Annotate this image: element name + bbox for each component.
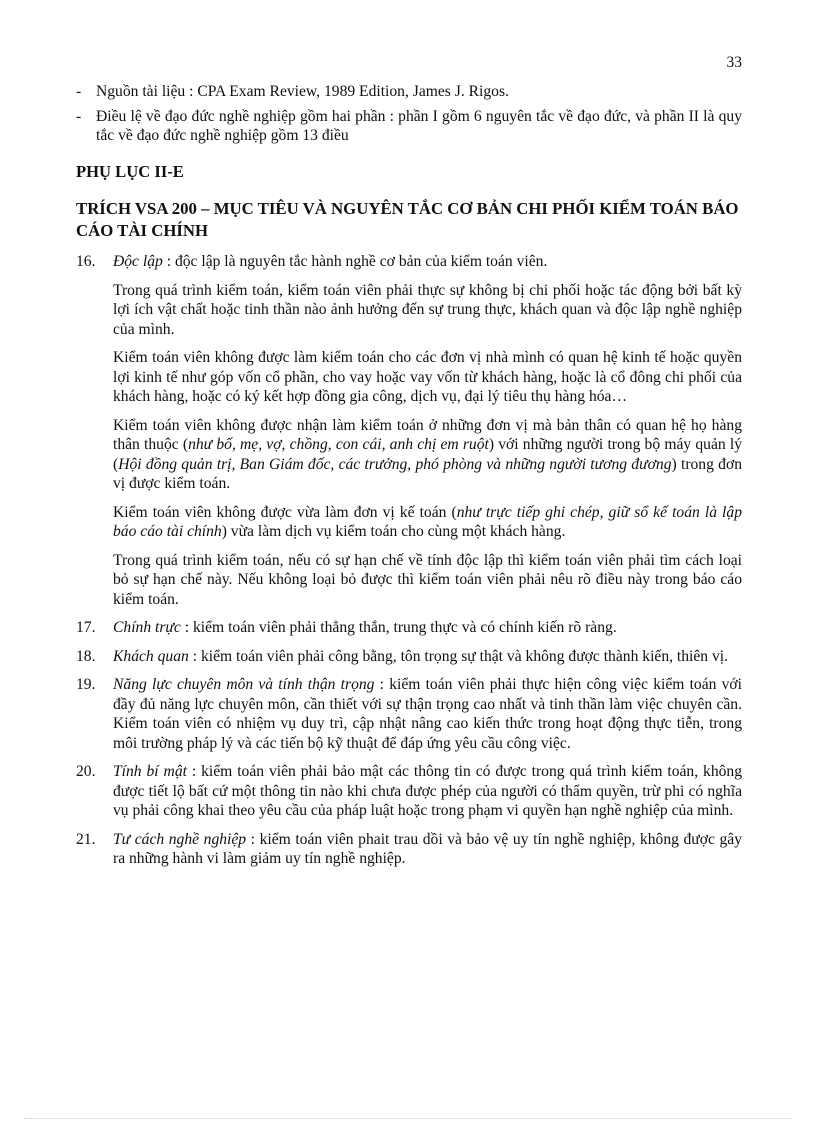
text-run: Kiểm toán viên không được vừa làm đơn vị kế toán ( (113, 503, 457, 521)
item-def-text: : kiểm toán viên phải thẳng thắn, trung thực và có chính kiến rõ ràng. (180, 619, 617, 636)
italic-run: Hội đồng quản trị, Ban Giám đốc, các trưởng, phó phòng và những người tương đương (118, 455, 672, 473)
text-run: Kiểm toán viên không được nhận làm kiểm toán ở những đơn vị mà bản thân có quan hệ họ hàng thân thuộc ( (113, 416, 742, 453)
page-bottom-divider (24, 1118, 792, 1119)
bullet-item (76, 82, 742, 102)
item-body (113, 252, 742, 609)
item-def-text: : kiểm toán viên phải thực hiện công việc kiểm toán với đầy đủ năng lực chuyên môn, cần thiết với sự thận trọng cao nhất và tinh thần làm việc chuyên cần. Kiểm toán viên có nhiệm vụ duy trì, cập nhật nâng cao kiến thức trong hoạt động thực tiễn, trong môi trường pháp lý và các tiến bộ kỹ thuật để đáp ứng yêu cầu công việc. (113, 676, 743, 752)
item-term: Chính trực (113, 619, 181, 636)
item-definition (113, 252, 742, 272)
bullet-dash: - (76, 83, 82, 100)
item-def-text: : kiểm toán viên phait trau dồi và bảo vệ uy tín nghề nghiệp, không được gây ra những hành vi làm giảm uy tín nghề nghiệp. (113, 830, 742, 867)
item-term: Tính bí mật (113, 763, 187, 780)
principle-confidentiality (76, 762, 742, 821)
item-term: Độc lập (113, 253, 163, 270)
item-number: 17. (76, 619, 96, 636)
item-term: Khách quan (113, 647, 189, 665)
bullet-dash: - (76, 107, 82, 125)
item-body (113, 647, 742, 667)
bullet-text: Nguồn tài liệu : CPA Exam Review, 1989 Edition, James J. Rigos. (96, 83, 509, 100)
section-title: TRÍCH VSA 200 – MỤC TIÊU VÀ NGUYÊN TẮC CƠ BẢN CHI PHỐI KIỂM TOÁN BÁO CÁO TÀI CHÍNH (76, 199, 739, 240)
item-number: 20. (76, 763, 96, 780)
appendix-heading: PHỤ LỤC II-E (76, 162, 184, 181)
item-number: 19. (76, 676, 96, 693)
item-def-text: : kiểm toán viên phải bảo mật các thông tin có được trong quá trình kiểm toán, không được tiết lộ bất cứ một thông tin nào khi chưa được phép của người có thẩm quyền, trừ phi có nghĩa vụ phải công khai theo yêu cầu của pháp luật hoặc trong phạm vi quyền hạn nghề nghiệp của mình. (113, 763, 743, 819)
principles-list (76, 252, 742, 878)
text-run: ) vừa làm dịch vụ kiểm toán cho cùng một khách hàng. (221, 523, 566, 540)
item-number: 16. (76, 253, 96, 270)
page-number: 33 (726, 54, 742, 71)
item-term: Tư cách nghề nghiệp (113, 830, 247, 848)
paragraph: Trong quá trình kiểm toán, kiểm toán viên phải thực sự không bị chi phối hoặc tác động bởi bất kỳ lợi ích vật chất hoặc tinh thần nào ảnh hưởng đến sự trung thực, khách quan và độc lập nghề nghiệp của mình. (113, 281, 742, 338)
bullet-text: Điều lệ về đạo đức nghề nghiệp gồm hai phần : phần I gồm 6 nguyên tắc về đạo đức, và phần II là quy tắc về đạo đức nghề nghiệp gồm 13 điều (96, 107, 742, 144)
paragraph (113, 416, 742, 494)
item-body (113, 762, 742, 821)
item-def-text: : kiểm toán viên phải công bằng, tôn trọng sự thật và không được thành kiến, thiên vị. (188, 647, 729, 665)
item-number: 21. (76, 830, 96, 848)
text-run: ) với những người trong bộ máy quản lý ( (113, 436, 742, 473)
text-run: ) trong đơn vị được kiểm toán. (113, 455, 742, 492)
source-notes (76, 82, 742, 151)
principle-integrity (76, 618, 742, 638)
paragraph (113, 503, 742, 542)
item-number: 18. (76, 647, 96, 665)
paragraph: Trong quá trình kiểm toán, nếu có sự hạn chế về tính độc lập thì kiểm toán viên phải tìm cách loại bỏ sự hạn chế này. Nếu không loại bỏ được thì kiểm toán viên phải nêu rõ điều này trong báo cáo kiểm toán. (113, 551, 742, 608)
principle-objectivity (76, 647, 742, 667)
item-body (113, 830, 742, 869)
item-body (113, 618, 742, 638)
italic-run: như trực tiếp ghi chép, giữ sổ kế toán là lập báo cáo tài chính (113, 503, 742, 540)
item-term: Năng lực chuyên môn và tính thận trọng (113, 676, 375, 693)
italic-run: như bố, mẹ, vợ, chồng, con cái, anh chị em ruột (188, 436, 489, 453)
principle-competence (76, 675, 742, 753)
item-def-text: : độc lập là nguyên tắc hành nghề cơ bản của kiểm toán viên. (162, 253, 548, 270)
item-body (113, 675, 742, 753)
principle-professional-behavior (76, 830, 742, 869)
principle-independence (76, 252, 742, 609)
bullet-item (76, 107, 742, 146)
paragraph: Kiểm toán viên không được làm kiểm toán cho các đơn vị nhà mình có quan hệ kinh tế hoặc quyền lợi kinh tế như góp vốn cổ phần, cho vay hoặc vay vốn từ khách hàng, hoặc là cổ đông chi phối của khách hàng, hoặc có ký kết hợp đồng gia công, dịch vụ, đại lý tiêu thụ hàng hóa… (113, 349, 742, 405)
